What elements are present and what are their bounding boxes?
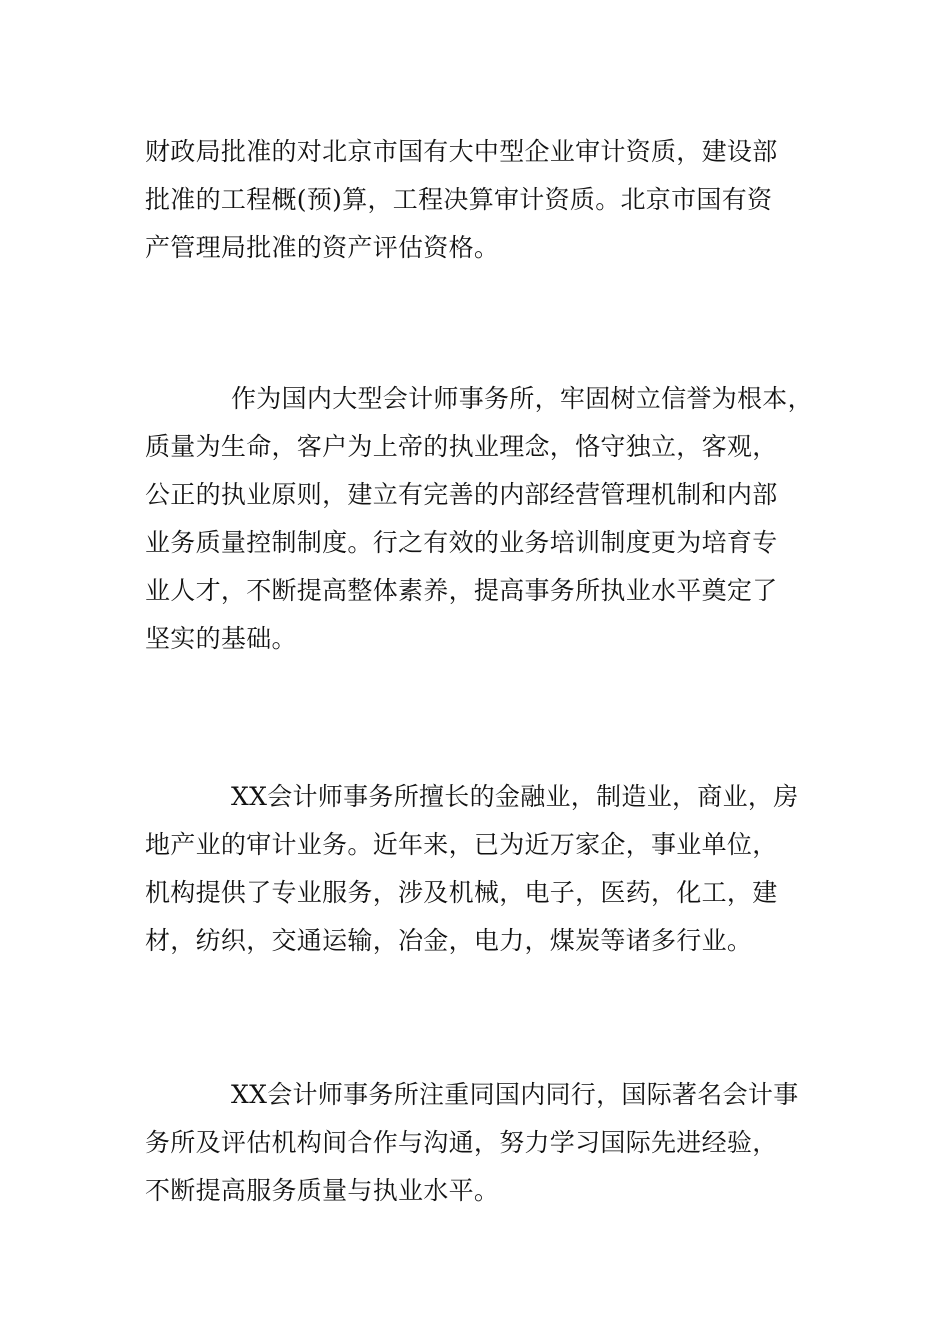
paragraph-3 <box>145 773 825 965</box>
paragraph-4 <box>145 1071 825 1215</box>
paragraph-line: 产管理局批准的资产评估资格。 <box>145 233 500 262</box>
paragraph-line: XX会计师事务所擅长的金融业，制造业，商业，房 <box>231 782 799 811</box>
paragraph-line: 业人才，不断提高整体素养，提高事务所执业水平奠定了 <box>145 576 778 605</box>
paragraph-line: 业务质量控制制度。行之有效的业务培训制度更为培育专 <box>145 528 778 557</box>
paragraph-1 <box>145 128 825 272</box>
paragraph-line: 坚实的基础。 <box>145 624 297 653</box>
paragraph-line: 质量为生命，客户为上帝的执业理念，恪守独立，客观， <box>145 432 778 461</box>
paragraph-line: 不断提高服务质量与执业水平。 <box>145 1176 500 1205</box>
paragraph-line: 批准的工程概(预)算，工程决算审计资质。北京市国有资 <box>145 185 773 214</box>
paragraph-line: 作为国内大型会计师事务所，牢固树立信誉为根本， <box>231 384 813 413</box>
paragraph-line: 机构提供了专业服务，涉及机械，电子，医药，化工，建 <box>145 878 778 907</box>
paragraph-line: 财政局批准的对北京市国有大中型企业审计资质，建设部 <box>145 137 778 166</box>
paragraph-line: 地产业的审计业务。近年来，已为近万家企，事业单位， <box>145 830 778 859</box>
paragraph-line: 务所及评估机构间合作与沟通，努力学习国际先进经验， <box>145 1128 778 1157</box>
paragraph-2 <box>145 375 825 663</box>
paragraph-line: 公正的执业原则，建立有完善的内部经营管理机制和内部 <box>145 480 778 509</box>
paragraph-line: 材，纺织，交通运输，冶金，电力，煤炭等诸多行业。 <box>145 926 753 955</box>
paragraph-line: XX会计师事务所注重同国内同行，国际著名会计事 <box>231 1080 799 1109</box>
